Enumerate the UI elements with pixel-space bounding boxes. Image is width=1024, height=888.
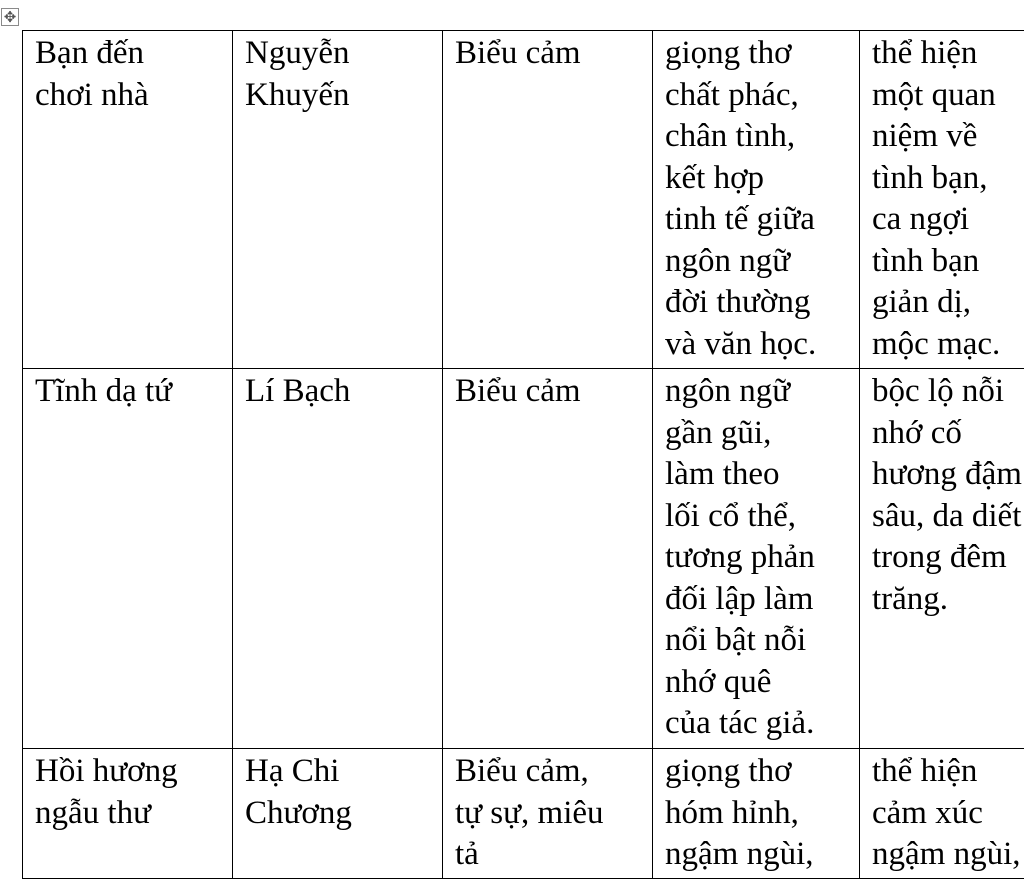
cell-line: Biểu cảm (455, 35, 581, 71)
cell-line: mộc mạc. (872, 325, 1001, 362)
cell-line: chất phác, (665, 76, 799, 113)
poem-table (22, 30, 1024, 879)
cell-line: ngậm ngùi, (665, 836, 814, 872)
cell-line: ngậm ngùi, (872, 836, 1021, 872)
cell-line: ngôn ngữ (665, 242, 791, 279)
cell-line: gần gũi, (665, 414, 772, 451)
cell-title[interactable] (23, 749, 233, 879)
cell-content[interactable] (860, 31, 1024, 369)
cell-line: hóm hỉnh, (665, 794, 799, 831)
cell-line: tương phản (665, 539, 815, 575)
cell-title[interactable] (23, 369, 233, 749)
cell-line: tình bạn, (872, 159, 988, 196)
cell-line: tinh tế giữa (665, 201, 815, 237)
cell-line: giọng thơ (665, 753, 792, 789)
cell-line: ca ngợi (872, 201, 970, 237)
cell-line: ngẫu thư (35, 794, 151, 831)
cell-line: hương đậm (872, 456, 1022, 492)
table-row (23, 749, 1024, 879)
cell-content[interactable] (860, 369, 1024, 749)
table-row (23, 369, 1024, 749)
cell-line: nhớ cố (872, 414, 962, 451)
cell-line: nhớ quê (665, 663, 772, 700)
cell-line: của tác giả. (665, 705, 815, 741)
cell-line: giọng thơ (665, 35, 792, 71)
cell-author[interactable] (233, 749, 443, 879)
cell-line: Biểu cảm, (455, 753, 589, 789)
cell-line: Hồi hương (35, 753, 178, 789)
cell-art[interactable] (653, 749, 860, 879)
cell-content[interactable] (860, 749, 1024, 879)
cell-line: trăng. (872, 580, 949, 617)
cell-mode[interactable] (443, 31, 653, 369)
cell-line: Khuyến (245, 76, 350, 113)
cell-line: trong đêm (872, 539, 1007, 575)
cell-line: tả (455, 836, 479, 872)
cell-line: bộc lộ nỗi (872, 373, 1004, 409)
cell-line: làm theo (665, 456, 780, 492)
cell-line: đời thường (665, 284, 811, 320)
cell-author[interactable] (233, 369, 443, 749)
cell-line: Biểu cảm (455, 373, 581, 409)
cell-line: Tĩnh dạ tứ (35, 373, 173, 409)
table-move-handle-icon[interactable]: ✥ (1, 8, 19, 26)
cell-line: lối cổ thể, (665, 497, 797, 534)
cell-mode[interactable] (443, 749, 653, 879)
cell-line: Lí Bạch (245, 373, 351, 409)
cell-line: ngôn ngữ (665, 373, 791, 409)
cell-line: kết hợp (665, 159, 765, 196)
cell-author[interactable] (233, 31, 443, 369)
cell-title[interactable] (23, 31, 233, 369)
cell-line: đối lập làm (665, 580, 814, 617)
cell-line: niệm về (872, 118, 978, 154)
cell-line: thể hiện (872, 753, 978, 789)
cell-mode[interactable] (443, 369, 653, 749)
cell-line: và văn học. (665, 325, 817, 362)
cell-line: một quan (872, 76, 996, 113)
cell-line: Chương (245, 794, 352, 831)
cell-line: sâu, da diết (872, 497, 1022, 534)
cell-line: chơi nhà (35, 76, 149, 113)
cell-line: giản dị, (872, 284, 971, 320)
cell-line: Hạ Chi (245, 753, 340, 789)
table-row (23, 31, 1024, 369)
cell-art[interactable] (653, 31, 860, 369)
cell-line: chân tình, (665, 118, 796, 154)
cell-line: Bạn đến (35, 35, 145, 71)
cell-line: tình bạn (872, 242, 980, 279)
cell-art[interactable] (653, 369, 860, 749)
cell-line: nổi bật nỗi (665, 622, 807, 658)
cell-line: cảm xúc (872, 794, 983, 831)
cell-line: tự sự, miêu (455, 794, 604, 831)
cell-line: Nguyễn (245, 35, 350, 71)
cell-line: thể hiện (872, 35, 978, 71)
